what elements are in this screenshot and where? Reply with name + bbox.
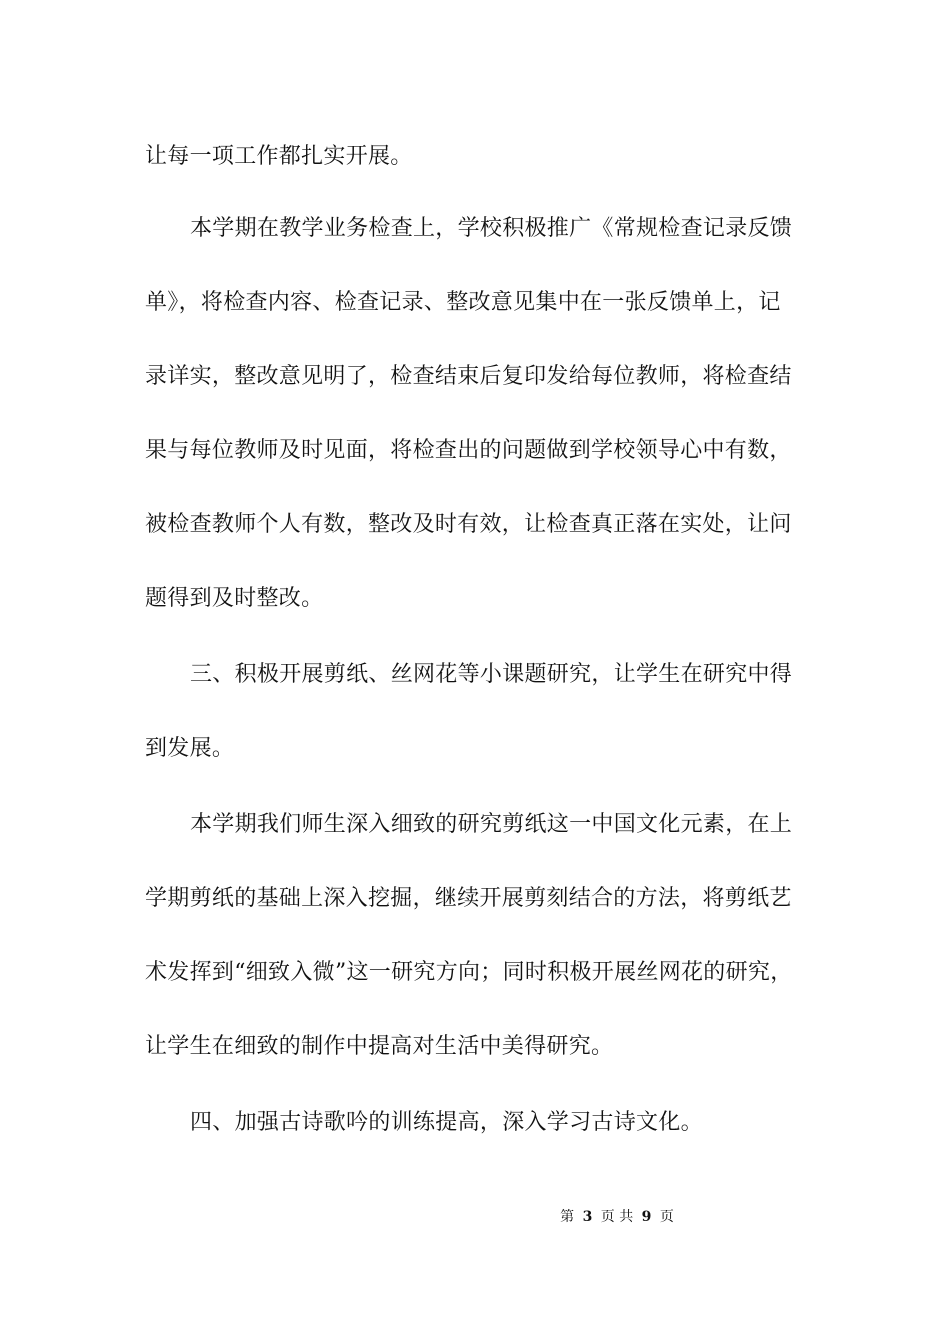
section-heading: 四、加强古诗歌吟的训练提高，深入学习古诗文化。	[190, 1110, 703, 1135]
text-line: 录详实，整改意见明了，检查结束后复印发给每位教师，将检查结	[145, 364, 792, 389]
page-number-suffix: 页	[659, 1209, 674, 1225]
current-page-number: 3	[582, 1209, 593, 1225]
text-line: 单》，将检查内容、检查记录、整改意见集中在一张反馈单上，记	[145, 290, 781, 315]
total-page-number: 9	[641, 1209, 652, 1225]
section-heading: 三、积极开展剪纸、丝网花等小课题研究，让学生在研究中得	[190, 662, 793, 687]
text-line: 被检查教师个人有数，整改及时有效，让检查真正落在实处，让问	[145, 512, 792, 537]
page-number-prefix: 第	[560, 1209, 575, 1225]
paragraph-start: 本学期在教学业务检查上，学校积极推广《常规检查记录反馈	[190, 216, 793, 241]
paragraph-start: 本学期我们师生深入细致的研究剪纸这一中国文化元素，在上	[190, 812, 793, 837]
text-line: 学期剪纸的基础上深入挖掘，继续开展剪刻结合的方法，将剪纸艺	[145, 886, 792, 911]
text-line: 术发挥到“细致入微”这一研究方向；同时积极开展丝网花的研究，	[145, 960, 793, 985]
page-footer	[0, 1208, 950, 1226]
text-line: 让学生在细致的制作中提高对生活中美得研究。	[145, 1034, 614, 1059]
text-line: 果与每位教师及时见面，将检查出的问题做到学校领导心中有数，	[145, 438, 792, 463]
text-line: 题得到及时整改。	[145, 586, 324, 611]
text-line: 让每一项工作都扎实开展。	[145, 144, 413, 169]
page-number-middle: 页 共	[600, 1209, 634, 1225]
text-line: 到发展。	[145, 736, 235, 761]
